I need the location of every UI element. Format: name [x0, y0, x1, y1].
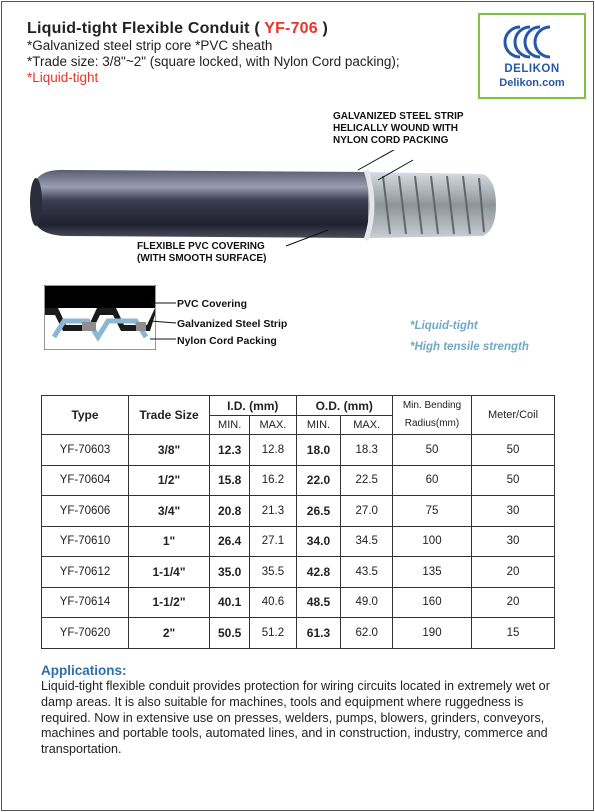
- cell-type: YF-70604: [42, 465, 129, 496]
- logo-url: Delikon.com: [499, 77, 565, 89]
- cell-id-min: 20.8: [210, 496, 250, 527]
- cell-id-max: 51.2: [250, 618, 296, 649]
- subtitle-line-2: *Trade size: 3/8"~2" (square locked, with Nylon Cord packing);: [27, 54, 400, 69]
- subtitle-line-3: *Liquid-tight: [27, 70, 99, 85]
- cell-bending-radius: 160: [393, 587, 472, 618]
- cell-bending-radius: 60: [393, 465, 472, 496]
- cell-od-max: 34.5: [341, 526, 393, 557]
- cell-od-max: 62.0: [341, 618, 393, 649]
- cell-id-min: 40.1: [210, 587, 250, 618]
- cell-id-min: 35.0: [210, 557, 250, 588]
- cross-section-diagram: [44, 285, 156, 350]
- cell-id-min: 26.4: [210, 526, 250, 557]
- cell-od-min: 61.3: [296, 618, 341, 649]
- cell-id-max: 27.1: [250, 526, 296, 557]
- applications-section: [41, 663, 566, 758]
- cell-type: YF-70606: [42, 496, 129, 527]
- cell-od-min: 34.0: [296, 526, 341, 557]
- cell-od-max: 43.5: [341, 557, 393, 588]
- cross-section-leader-lines: [150, 295, 180, 345]
- nylon-cord-layer: [82, 322, 96, 331]
- callout-bottom-line-1: FLEXIBLE PVC COVERING: [137, 241, 265, 252]
- header-trade-size: Trade Size: [129, 396, 210, 435]
- cell-meter-coil: 15: [472, 618, 555, 649]
- cell-meter-coil: 50: [472, 465, 555, 496]
- applications-title: Applications:: [41, 663, 127, 678]
- title-paren-close: ): [322, 20, 329, 37]
- pvc-layer: [45, 286, 155, 308]
- delikon-logo: [478, 13, 586, 99]
- cell-type: YF-70620: [42, 618, 129, 649]
- feature-liquid-tight: *Liquid-tight: [410, 320, 478, 332]
- table-row: [42, 526, 555, 557]
- table-row: [42, 557, 555, 588]
- header-id: I.D. (mm): [210, 396, 297, 416]
- cell-bending-radius: 50: [393, 435, 472, 466]
- callout-top-line-1: GALVANIZED STEEL STRIP: [333, 111, 464, 122]
- cell-meter-coil: 30: [472, 496, 555, 527]
- callout-pvc-covering: [137, 241, 266, 265]
- header-bending-radius: [393, 396, 472, 435]
- feature-high-tensile: *High tensile strength: [410, 341, 529, 353]
- cell-id-min: 15.8: [210, 465, 250, 496]
- cell-od-max: 22.5: [341, 465, 393, 496]
- cell-type: YF-70610: [42, 526, 129, 557]
- header-od-max: MAX.: [341, 416, 393, 435]
- cell-id-max: 35.5: [250, 557, 296, 588]
- cell-trade-size: 1": [129, 526, 210, 557]
- applications-body: Liquid-tight flexible conduit provides protection for wiring circuits located in extremely wet or damp areas. It is also suitable for machines, tools and equipment where ruggedness is required. Now in extensive use on presses, welders, pumps, blowers, grinders, conveyors, machines and portable tools, automated lines, and in construction, industry, commerce and transportation.: [41, 679, 550, 757]
- cell-meter-coil: 30: [472, 526, 555, 557]
- callout-bottom-line-2: (WITH SMOOTH SURFACE): [137, 253, 267, 264]
- cell-meter-coil: 20: [472, 557, 555, 588]
- header-od: O.D. (mm): [296, 396, 392, 416]
- header-id-min: MIN.: [210, 416, 250, 435]
- header-id-max: MAX.: [250, 416, 296, 435]
- cell-bending-radius: 135: [393, 557, 472, 588]
- cell-id-max: 40.6: [250, 587, 296, 618]
- pvc-sheath: [30, 170, 368, 238]
- specs-table: [41, 395, 555, 649]
- label-pvc-covering: PVC Covering: [177, 298, 248, 310]
- label-nylon-cord-packing: Nylon Cord Packing: [177, 335, 277, 347]
- cell-id-min: 50.5: [210, 618, 250, 649]
- cell-od-max: 49.0: [341, 587, 393, 618]
- table-row: [42, 465, 555, 496]
- header-type: Type: [42, 396, 129, 435]
- cell-type: YF-70603: [42, 435, 129, 466]
- cell-od-min: 26.5: [296, 496, 341, 527]
- logo-name: DELIKON: [504, 63, 560, 75]
- cell-od-max: 27.0: [341, 496, 393, 527]
- cell-od-min: 48.5: [296, 587, 341, 618]
- cell-trade-size: 2": [129, 618, 210, 649]
- table-row: [42, 496, 555, 527]
- callout-top-line-2: HELICALLY WOUND WITH: [333, 123, 458, 134]
- callout-steel-strip: [333, 111, 464, 147]
- cell-trade-size: 1-1/4": [129, 557, 210, 588]
- page-title: [27, 20, 400, 38]
- conduit-illustration: [28, 150, 498, 255]
- steel-strip: [368, 172, 496, 238]
- header-bending-line-2: Radius(mm): [404, 418, 460, 429]
- cell-id-min: 12.3: [210, 435, 250, 466]
- header-meter-coil: Meter/Coil: [472, 396, 555, 435]
- cell-bending-radius: 100: [393, 526, 472, 557]
- cell-od-min: 42.8: [296, 557, 341, 588]
- cell-bending-radius: 190: [393, 618, 472, 649]
- cell-od-min: 18.0: [296, 435, 341, 466]
- title-paren-open: (: [254, 20, 260, 37]
- cell-trade-size: 3/8": [129, 435, 210, 466]
- table-row: [42, 587, 555, 618]
- cell-id-max: 16.2: [250, 465, 296, 496]
- cell-trade-size: 1/2": [129, 465, 210, 496]
- table-row: [42, 618, 555, 649]
- cell-trade-size: 1-1/2": [129, 587, 210, 618]
- model-number: YF-706: [264, 20, 318, 37]
- header-od-min: MIN.: [296, 416, 341, 435]
- cell-type: YF-70614: [42, 587, 129, 618]
- cell-type: YF-70612: [42, 557, 129, 588]
- callout-top-line-3: NYLON CORD PACKING: [333, 135, 449, 146]
- title-text: Liquid-tight Flexible Conduit: [27, 20, 250, 37]
- subtitle-line-1: *Galvanized steel strip core *PVC sheath: [27, 38, 273, 53]
- cell-id-max: 12.8: [250, 435, 296, 466]
- table-row: [42, 435, 555, 466]
- header: [27, 20, 400, 86]
- cell-od-min: 22.0: [296, 465, 341, 496]
- cell-meter-coil: 20: [472, 587, 555, 618]
- label-galvanized-steel-strip: Galvanized Steel Strip: [177, 318, 288, 330]
- cell-od-max: 18.3: [341, 435, 393, 466]
- concentric-c-rings-logo-icon: [500, 23, 564, 61]
- cell-id-max: 21.3: [250, 496, 296, 527]
- cell-bending-radius: 75: [393, 496, 472, 527]
- header-bending-line-1: Min. Bending: [402, 400, 462, 411]
- cell-trade-size: 3/4": [129, 496, 210, 527]
- cell-meter-coil: 50: [472, 435, 555, 466]
